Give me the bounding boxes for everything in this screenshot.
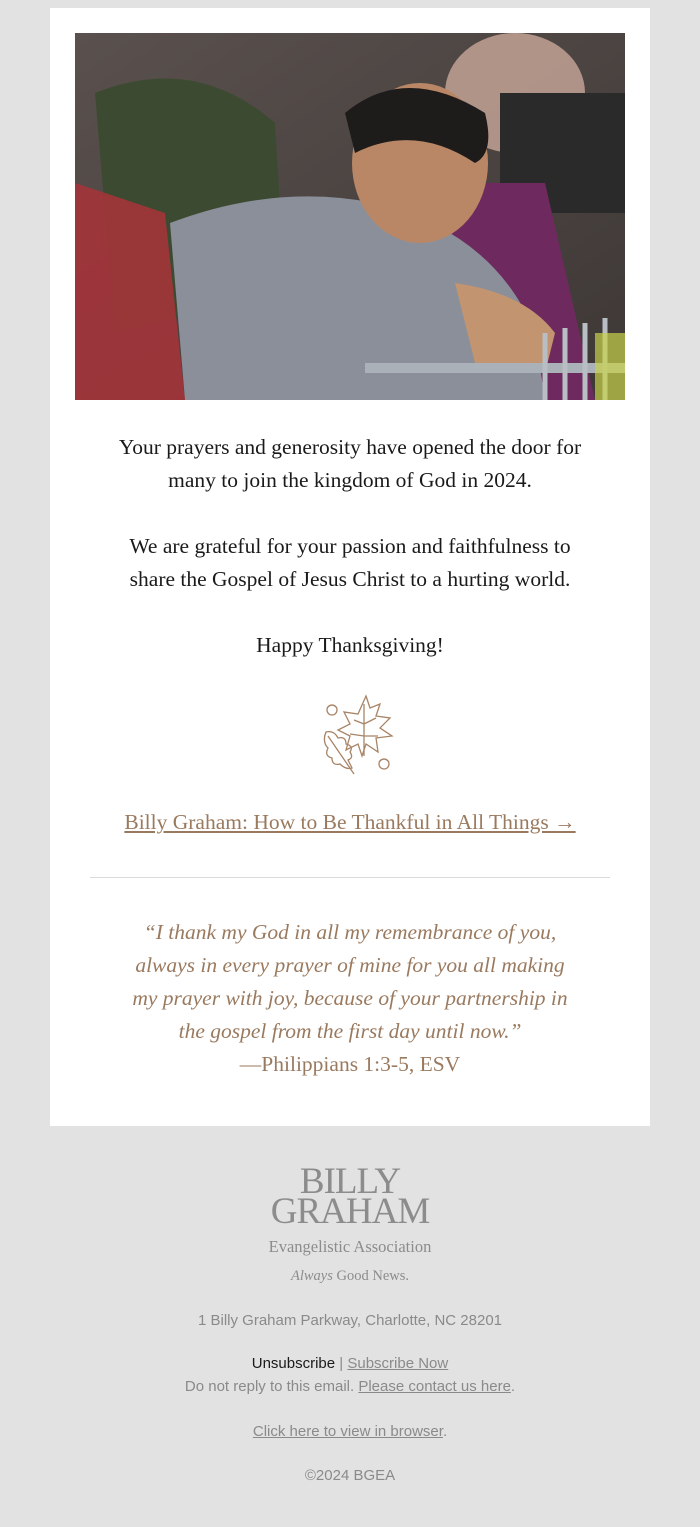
mailing-address: 1 Billy Graham Parkway, Charlotte, NC 28201 xyxy=(197,1312,502,1329)
contact-us-link[interactable]: Please contact us here xyxy=(358,1378,511,1395)
autumn-leaves-icon xyxy=(318,694,402,776)
message-happy-thanksgiving: Happy Thanksgiving! xyxy=(256,633,444,657)
message-grateful: We are grateful for your passion and faithfulness to share the Gospel of Jesus Christ to a hurting world. xyxy=(129,534,571,591)
praying-crowd-photo xyxy=(75,33,625,400)
cta-link-container xyxy=(50,807,650,837)
scripture-quote: “I thank my God in all my remembrance of you, always in every prayer of mine for you all making my prayer with joy, because of your partnership in the gospel from the first day until now.” —Philippians 1:3-5, ESV xyxy=(80,916,620,1081)
subscription-links: Unsubscribe | Subscribe Now xyxy=(251,1355,449,1372)
view-in-browser-link[interactable]: Click here to view in browser xyxy=(252,1423,443,1440)
logo-tagline: Always Good News. xyxy=(290,1268,409,1284)
copyright: ©2024 BGEA xyxy=(304,1467,396,1484)
divider xyxy=(90,877,610,878)
hero-image xyxy=(75,33,625,400)
bgea-logo: BILLY GRAHAM Evangelistic Association Always Good News. xyxy=(250,1164,450,1276)
unsubscribe-link[interactable]: Unsubscribe xyxy=(251,1355,336,1372)
scripture-reference: —Philippians 1:3-5, ESV xyxy=(239,1052,461,1076)
message-thanks: Your prayers and generosity have opened the door for many to join the kingdom of God in 2024. xyxy=(118,435,582,492)
thankful-article-link[interactable]: Billy Graham: How to Be Thankful in All Things → xyxy=(124,810,576,834)
subscribe-now-link[interactable]: Subscribe Now xyxy=(347,1355,449,1372)
view-in-browser: Click here to view in browser. xyxy=(252,1423,448,1440)
no-reply-notice: Do not reply to this email. Please contact us here. xyxy=(184,1378,516,1395)
email-card xyxy=(50,8,650,1126)
